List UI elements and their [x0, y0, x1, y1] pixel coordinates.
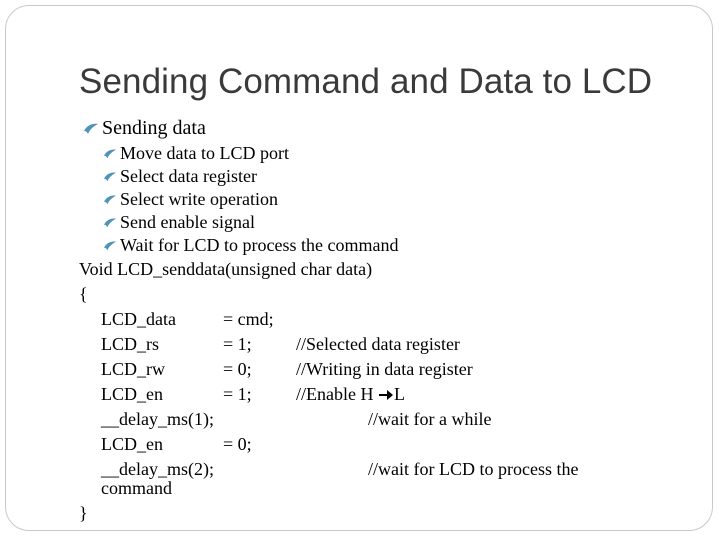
code-statement: LCD_en	[101, 434, 163, 454]
comment-text: L	[393, 384, 405, 404]
code-assignment: = cmd;	[223, 309, 274, 329]
code-assignment: = 1;	[223, 334, 252, 354]
open-brace: {	[79, 284, 88, 304]
wing-bullet-icon	[102, 148, 118, 160]
code-statement: LCD_data	[101, 309, 176, 329]
wing-bullet-icon	[102, 240, 118, 252]
code-statement: __delay_ms(1);	[101, 409, 214, 429]
bullet-item	[82, 117, 206, 140]
code-comment: //Selected data register	[296, 334, 460, 354]
sub-bullet-text: Wait for LCD to process the command	[120, 235, 399, 255]
code-assignment: = 0;	[223, 359, 252, 379]
function-signature: Void LCD_senddata(unsigned char data)	[79, 259, 373, 279]
wing-bullet-icon	[82, 122, 100, 136]
code-comment: //wait for a while	[368, 409, 492, 429]
code-statement: LCD_rs	[101, 334, 159, 354]
code-assignment: = 1;	[223, 384, 252, 404]
right-arrow-icon	[379, 389, 393, 401]
sub-bullet-item	[102, 189, 278, 210]
code-comment: //wait for LCD to process the	[368, 459, 579, 479]
code-assignment: = 0;	[223, 434, 252, 454]
wing-bullet-icon	[102, 217, 118, 229]
close-brace: }	[79, 503, 88, 523]
code-comment	[296, 384, 405, 405]
code-comment-wrap: command	[101, 478, 172, 498]
slide-title: Sending Command and Data to LCD	[79, 62, 653, 101]
comment-text: //Enable H	[296, 384, 378, 404]
code-statement: __delay_ms(2);	[101, 459, 214, 479]
wing-bullet-icon	[102, 194, 118, 206]
sub-bullet-text: Move data to LCD port	[120, 143, 289, 163]
code-statement: LCD_rw	[101, 359, 165, 379]
sub-bullet-text: Select write operation	[120, 189, 278, 209]
sub-bullet-item	[102, 235, 398, 256]
bullet-text: Sending data	[102, 117, 206, 139]
code-comment: //Writing in data register	[296, 359, 473, 379]
sub-bullet-text: Select data register	[120, 166, 257, 186]
sub-bullet-item	[102, 143, 289, 164]
sub-bullet-item	[102, 212, 255, 233]
sub-bullet-item	[102, 166, 257, 187]
wing-bullet-icon	[102, 171, 118, 183]
code-statement: LCD_en	[101, 384, 163, 404]
sub-bullet-text: Send enable signal	[120, 212, 255, 232]
